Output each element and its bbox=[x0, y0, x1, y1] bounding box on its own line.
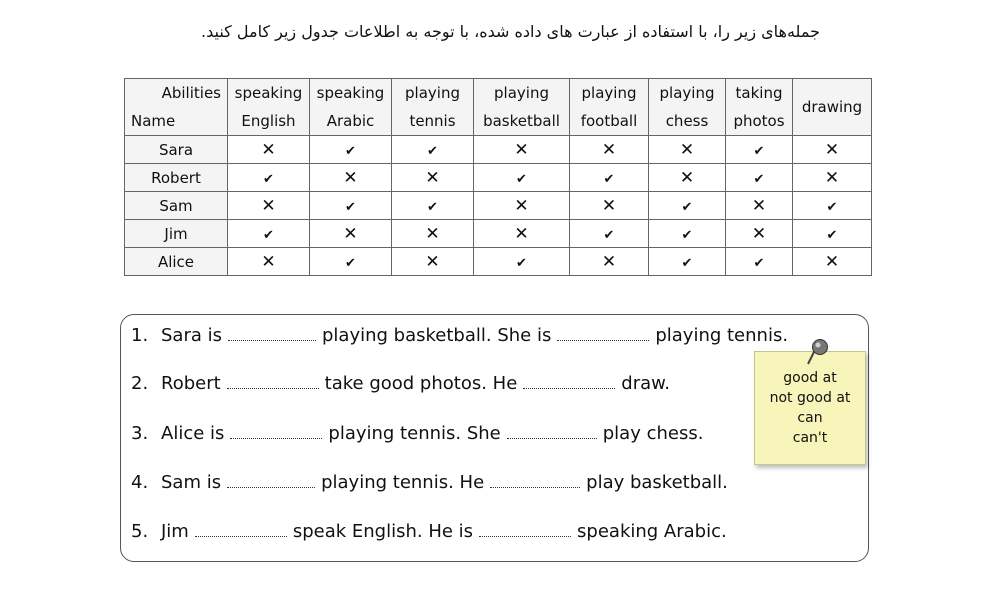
checkmark-icon: ✔ bbox=[753, 143, 765, 159]
abilities-table bbox=[124, 78, 872, 276]
ability-cell bbox=[228, 164, 310, 192]
ability-cell bbox=[649, 220, 726, 248]
cross-icon: ✕ bbox=[751, 195, 767, 216]
answer-blank[interactable] bbox=[557, 326, 649, 341]
ability-cell bbox=[793, 248, 872, 276]
checkmark-icon: ✔ bbox=[263, 171, 274, 187]
cross-icon: ✕ bbox=[601, 251, 617, 272]
ability-cell bbox=[649, 248, 726, 276]
note-phrase: can bbox=[797, 410, 823, 426]
table-corner-cell bbox=[125, 79, 228, 136]
ability-cell bbox=[474, 220, 570, 248]
ability-cell bbox=[474, 136, 570, 164]
checkmark-icon: ✔ bbox=[681, 255, 693, 271]
student-name: Sara bbox=[125, 136, 228, 164]
student-name: Robert bbox=[125, 164, 228, 192]
checkmark-icon: ✔ bbox=[427, 199, 438, 215]
answer-blank[interactable] bbox=[230, 424, 322, 439]
note-phrase: can't bbox=[792, 430, 828, 446]
cross-icon: ✕ bbox=[343, 167, 358, 188]
ability-cell bbox=[570, 192, 649, 220]
ability-cell bbox=[726, 164, 793, 192]
student-name: Jim bbox=[125, 220, 228, 248]
ability-cell bbox=[310, 220, 392, 248]
table-row bbox=[125, 164, 872, 192]
checkmark-icon: ✔ bbox=[753, 171, 765, 187]
cross-icon: ✕ bbox=[824, 139, 840, 160]
ability-cell bbox=[310, 192, 392, 220]
table-row bbox=[125, 220, 872, 248]
ability-cell bbox=[310, 248, 392, 276]
ability-cell bbox=[649, 192, 726, 220]
student-name: Alice bbox=[125, 248, 228, 276]
ability-cell bbox=[649, 136, 726, 164]
answer-blank[interactable] bbox=[227, 473, 315, 488]
checkmark-icon: ✔ bbox=[516, 171, 527, 187]
answer-blank[interactable] bbox=[523, 374, 615, 389]
ability-cell bbox=[228, 248, 310, 276]
student-name: Sam bbox=[125, 192, 228, 220]
ability-cell bbox=[726, 136, 793, 164]
cross-icon: ✕ bbox=[261, 139, 276, 160]
ability-cell bbox=[726, 220, 793, 248]
checkmark-icon: ✔ bbox=[516, 255, 527, 271]
ability-cell bbox=[793, 164, 872, 192]
checkmark-icon: ✔ bbox=[753, 255, 765, 271]
checkmark-icon: ✔ bbox=[681, 227, 693, 243]
ability-cell bbox=[474, 248, 570, 276]
ability-cell bbox=[228, 136, 310, 164]
column-header: playing tennis bbox=[392, 79, 474, 136]
answer-blank[interactable] bbox=[507, 424, 597, 439]
checkmark-icon: ✔ bbox=[345, 199, 356, 215]
answer-blank[interactable] bbox=[490, 473, 580, 488]
note-phrase: not good at bbox=[769, 390, 851, 406]
cross-icon: ✕ bbox=[601, 139, 617, 160]
checkmark-icon: ✔ bbox=[826, 227, 838, 243]
checkmark-icon: ✔ bbox=[345, 255, 356, 271]
ability-cell bbox=[392, 248, 474, 276]
checkmark-icon: ✔ bbox=[603, 171, 615, 187]
sentence-4: 4. Sam is playing tennis. He play basketball. bbox=[131, 472, 728, 493]
checkmark-icon: ✔ bbox=[345, 143, 356, 159]
checkmark-icon: ✔ bbox=[603, 227, 615, 243]
ability-cell bbox=[310, 164, 392, 192]
ability-cell bbox=[570, 220, 649, 248]
cross-icon: ✕ bbox=[425, 167, 440, 188]
column-header: speaking Arabic bbox=[310, 79, 392, 136]
ability-cell bbox=[474, 164, 570, 192]
ability-cell bbox=[392, 192, 474, 220]
table-header-row bbox=[125, 79, 872, 136]
cross-icon: ✕ bbox=[679, 139, 695, 160]
cross-icon: ✕ bbox=[824, 167, 840, 188]
cross-icon: ✕ bbox=[343, 223, 358, 244]
answer-blank[interactable] bbox=[195, 522, 287, 537]
cross-icon: ✕ bbox=[261, 195, 276, 216]
checkmark-icon: ✔ bbox=[681, 199, 693, 215]
instruction-text: جمله‌های زیر را، با استفاده از عبارت های داده شده، با توجه به اطلاعات جدول زیر کامل کنید. bbox=[201, 22, 820, 41]
ability-cell bbox=[392, 220, 474, 248]
answer-blank[interactable] bbox=[479, 522, 571, 537]
cross-icon: ✕ bbox=[425, 223, 440, 244]
table-row bbox=[125, 192, 872, 220]
column-header: playing basketball bbox=[474, 79, 570, 136]
cross-icon: ✕ bbox=[824, 251, 840, 272]
sentence-3: 3. Alice is playing tennis. She play chess. bbox=[131, 423, 704, 444]
ability-cell bbox=[570, 248, 649, 276]
note-phrase: good at bbox=[783, 370, 837, 386]
name-label: Name bbox=[131, 112, 176, 130]
ability-cell bbox=[474, 192, 570, 220]
sentence-2: 2. Robert take good photos. He draw. bbox=[131, 373, 670, 394]
ability-cell bbox=[570, 136, 649, 164]
ability-cell bbox=[726, 248, 793, 276]
column-header: playing football bbox=[570, 79, 649, 136]
ability-cell bbox=[228, 192, 310, 220]
sentence-1: 1. Sara is playing basketball. She is playing tennis. bbox=[131, 325, 789, 346]
cross-icon: ✕ bbox=[601, 195, 617, 216]
column-header: speaking English bbox=[228, 79, 310, 136]
ability-cell bbox=[392, 164, 474, 192]
answer-blank[interactable] bbox=[227, 374, 319, 389]
ability-cell bbox=[310, 136, 392, 164]
checkmark-icon: ✔ bbox=[826, 199, 838, 215]
checkmark-icon: ✔ bbox=[263, 227, 274, 243]
column-header: playing chess bbox=[649, 79, 726, 136]
cross-icon: ✕ bbox=[679, 167, 695, 188]
table-row bbox=[125, 248, 872, 276]
ability-cell bbox=[392, 136, 474, 164]
sentence-5: 5. Jim speak English. He is speaking Arabic. bbox=[131, 521, 727, 542]
abilities-label: Abilities bbox=[161, 84, 221, 102]
cross-icon: ✕ bbox=[514, 223, 529, 244]
ability-cell bbox=[793, 220, 872, 248]
cross-icon: ✕ bbox=[425, 251, 440, 272]
ability-cell bbox=[228, 220, 310, 248]
ability-cell bbox=[793, 192, 872, 220]
ability-cell bbox=[649, 164, 726, 192]
column-header: drawing bbox=[793, 79, 872, 136]
cross-icon: ✕ bbox=[751, 223, 767, 244]
sticky-note bbox=[754, 351, 866, 465]
answer-blank[interactable] bbox=[228, 326, 316, 341]
ability-cell bbox=[570, 164, 649, 192]
checkmark-icon: ✔ bbox=[427, 143, 438, 159]
ability-cell bbox=[793, 136, 872, 164]
pushpin-icon bbox=[806, 338, 832, 368]
column-header: taking photos bbox=[726, 79, 793, 136]
cross-icon: ✕ bbox=[514, 195, 529, 216]
table-row bbox=[125, 136, 872, 164]
ability-cell bbox=[726, 192, 793, 220]
cross-icon: ✕ bbox=[514, 139, 529, 160]
cross-icon: ✕ bbox=[261, 251, 276, 272]
